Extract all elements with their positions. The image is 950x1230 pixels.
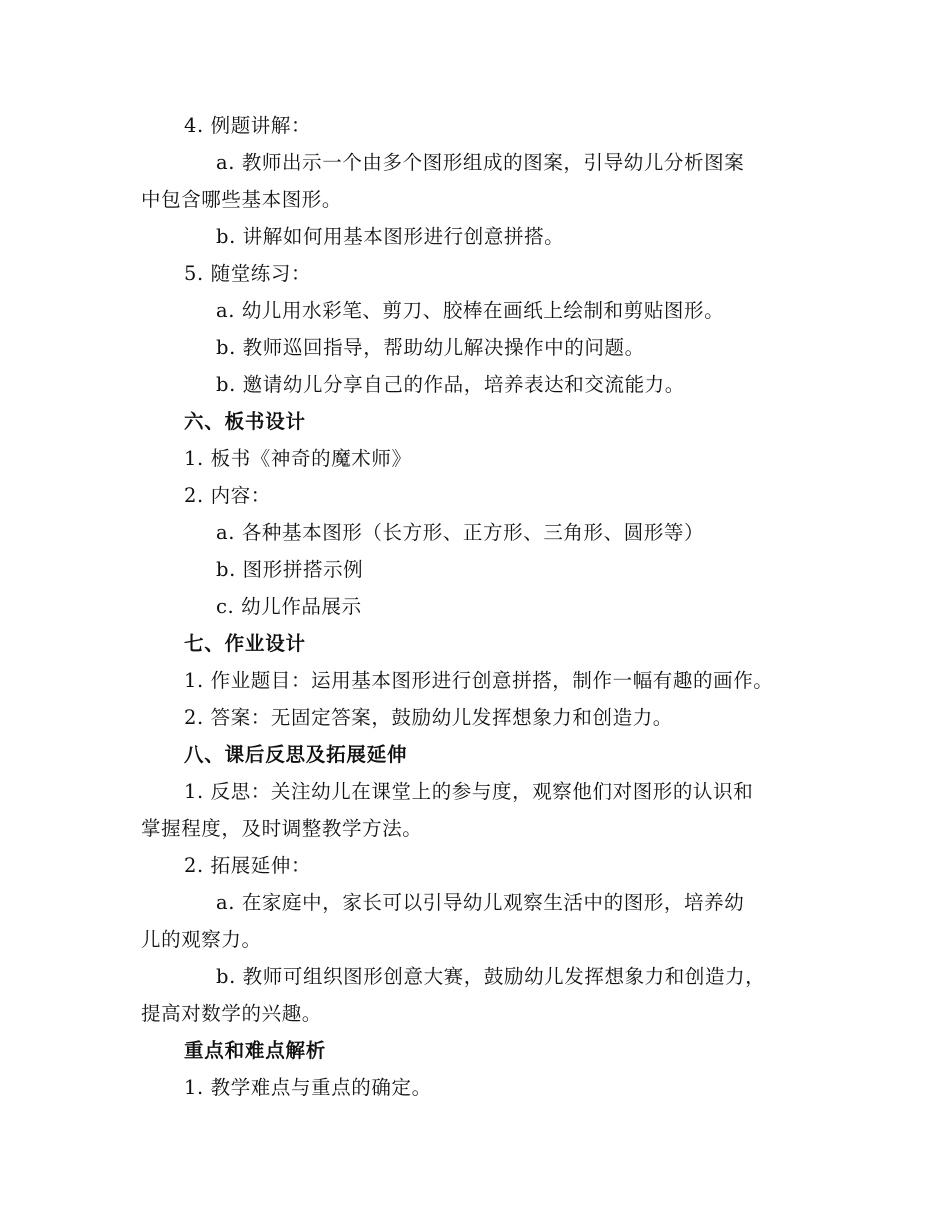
list-item: 2. 答案：无固定答案，鼓励幼儿发挥想象力和创造力。 xyxy=(184,706,673,729)
paragraph-line: a. 各种基本图形（长方形、正方形、三角形、圆形等） xyxy=(216,521,705,544)
paragraph-line: b. 教师巡回指导，帮助幼儿解决操作中的问题。 xyxy=(216,336,645,359)
section-heading: 八、课后反思及拓展延伸 xyxy=(184,743,408,766)
paragraph-line: b. 图形拼搭示例 xyxy=(216,558,364,581)
paragraph-line: a. 教师出示一个由多个图形组成的图案，引导幼儿分析图案 xyxy=(216,151,745,174)
paragraph-line: b. 邀请幼儿分享自己的作品，培养表达和交流能力。 xyxy=(216,373,685,396)
paragraph-line: 提高对数学的兴趣。 xyxy=(141,1002,322,1025)
paragraph-line: 掌握程度，及时调整教学方法。 xyxy=(141,817,423,840)
list-item: 2. 拓展延伸： xyxy=(184,854,312,877)
list-item: 1. 教学难点与重点的确定。 xyxy=(184,1076,432,1099)
paragraph-line: 儿的观察力。 xyxy=(141,928,262,951)
paragraph-line: a. 幼儿用水彩笔、剪刀、胶棒在画纸上绘制和剪贴图形。 xyxy=(216,299,725,322)
paragraph-line: b. 讲解如何用基本图形进行创意拼搭。 xyxy=(216,225,565,248)
list-item-5: 5. 随堂练习： xyxy=(184,262,312,285)
list-item: 2. 内容： xyxy=(184,484,271,507)
section-heading: 重点和难点解析 xyxy=(184,1039,327,1062)
section-heading: 七、作业设计 xyxy=(184,632,306,655)
paragraph-line: b. 教师可组织图形创意大赛，鼓励幼儿发挥想象力和创造力， xyxy=(216,965,766,988)
list-item-4: 4. 例题讲解： xyxy=(184,114,312,137)
list-item: 1. 反思：关注幼儿在课堂上的参与度，观察他们对图形的认识和 xyxy=(184,780,754,803)
list-item: 1. 板书《神奇的魔术师》 xyxy=(184,447,412,470)
list-item: 1. 作业题目：运用基本图形进行创意拼搭，制作一幅有趣的画作。 xyxy=(184,669,774,692)
paragraph-line: a. 在家庭中，家长可以引导幼儿观察生活中的图形，培养幼 xyxy=(216,891,745,914)
paragraph-line: 中包含哪些基本图形。 xyxy=(141,188,343,211)
paragraph-line: c. 幼儿作品展示 xyxy=(216,595,362,618)
section-heading: 六、板书设计 xyxy=(184,410,306,433)
